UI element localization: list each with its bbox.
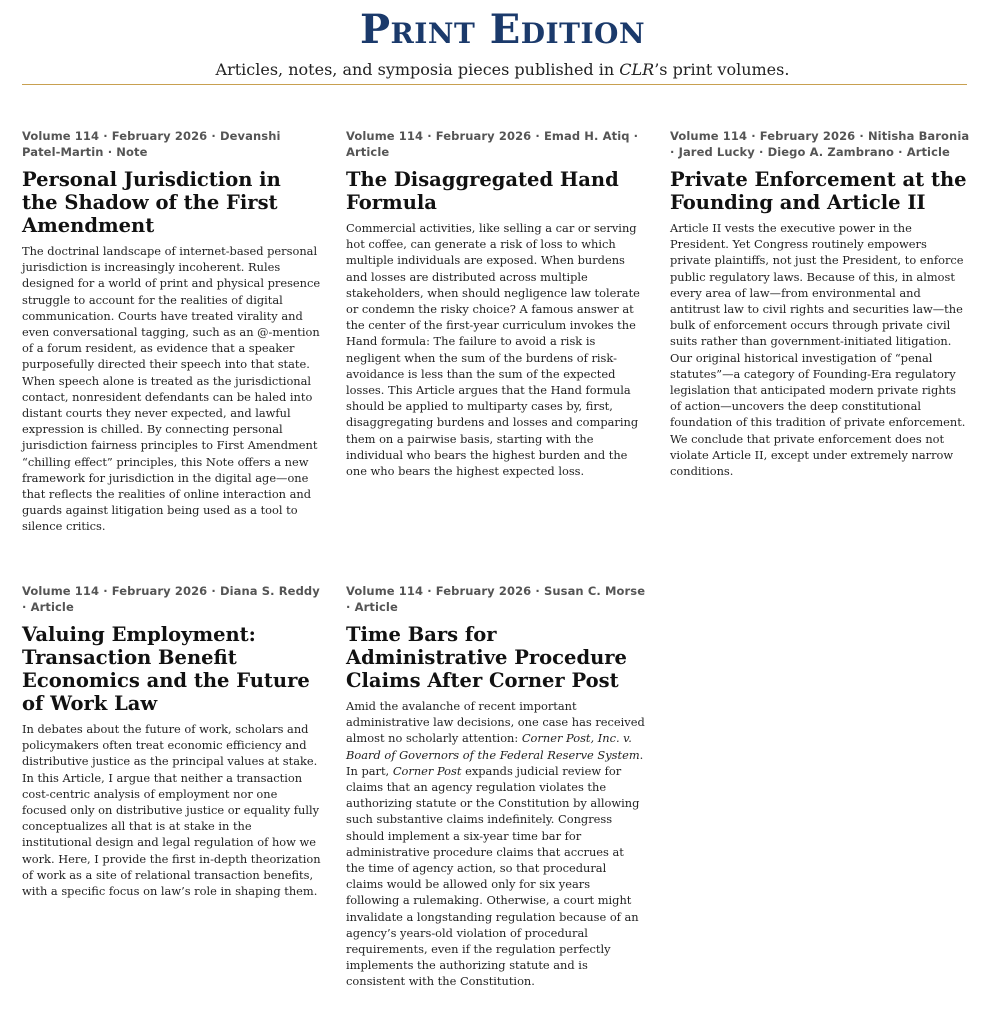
- article-title-link[interactable]: Time Bars for Administrative Procedure Claims After Corner Post: [346, 623, 627, 692]
- article-card: [670, 128, 970, 479]
- article-abstract: Amid the avalanche of recent important administrative law decisions, one case has received almost no scholarly attention: Corner Post, Inc. v. Board of Governors of the Federal Reserve System. In part, Corner Post expands judicial review for claims that an agency regulation violates the authorizing statute or the Constitution by allowing such substantive claims indefinitely. Congress should implement a six-year time bar for administrative procedure claims that accrues at the time of agency action, so that procedural claims would be allowed only for six years following a rulemaking. Otherwise, a court might invalidate a longstanding regulation because of an agency’s years-old violation of procedural requirements, even if the regulation perfectly implements the authorizing statute and is consistent with the Constitution.: [346, 699, 645, 989]
- article-card: [346, 583, 646, 990]
- article-abstract: The doctrinal landscape of internet-based personal jurisdiction is increasingly incoherent. Rules designed for a world of print and physical presence struggle to account for the realities of digital communication. Courts have treated virality and even conversational tagging, such as an @-mention of a forum resident, as evidence that a speaker purposefully directed their speech into that state. When speech alone is treated as the jurisdictional contact, nonresident defendants can be haled into distant courts they never expected, and lawful expression is chilled. By connecting personal jurisdiction fairness principles to First Amendment “chilling effect” principles, this Note offers a new framework for jurisdiction in the digital age—one that reflects the realities of online interaction and guards against litigation being used as a tool to silence critics.: [22, 244, 321, 534]
- page-subtitle: Articles, notes, and symposia pieces published in CLR’s print volumes.: [215, 60, 790, 79]
- article-title-link[interactable]: Valuing Employment: Transaction Benefit Economics and the Future of Work Law: [22, 623, 310, 715]
- header-divider: [22, 84, 967, 85]
- article-title-link[interactable]: Private Enforcement at the Founding and Article II: [670, 168, 967, 214]
- article-abstract: In debates about the future of work, scholars and policymakers often treat economic efficiency and distributive justice as the principal values at stake. In this Article, I argue that neither a transaction cost-centric analysis of employment nor one focused only on distributive justice or equality fully conceptualizes all that is at stake in the institutional design and legal regulation of how we work. Here, I provide the first in-depth theorization of work as a site of relational transaction benefits, with a specific focus on law’s role in shaping them.: [22, 722, 321, 899]
- article-card: [22, 128, 322, 535]
- article-abstract: Article II vests the executive power in the President. Yet Congress routinely empowers private plaintiffs, not just the President, to enforce public regulatory laws. Because of this, in almost every area of law—from environmental and antitrust law to civil rights and securities law—the bulk of enforcement occurs through private civil suits rather than government-initiated litigation. Our original historical investigation of “penal statutes”—a category of Founding-Era regulatory legislation that anticipated modern private rights of action—uncovers the deep constitutional foundation of this tradition of private enforcement. We conclude that private enforcement does not violate Article II, except under extremely narrow conditions.: [670, 221, 966, 479]
- article-title-link[interactable]: The Disaggregated Hand Formula: [346, 168, 619, 214]
- page-header: [0, 8, 1005, 81]
- article-title-link[interactable]: Personal Jurisdiction in the Shadow of the First Amendment: [22, 168, 281, 237]
- article-card: [346, 128, 646, 479]
- article-abstract: Commercial activities, like selling a car or serving hot coffee, can generate a risk of loss to which multiple individuals are exposed. When burdens and losses are distributed across multiple stakeholders, when should negligence law tolerate or condemn the risky choice? A famous answer at the center of the first-year curriculum invokes the Hand formula: The failure to avoid a risk is negligent when the sum of the burdens of risk-avoidance is less than the sum of the expected losses. This Article argues that the Hand formula should be applied to multiparty cases by, first, disaggregating burdens and losses and comparing them on a pairwise basis, starting with the individual who bears the highest burden and the one who bears the highest expected loss.: [346, 221, 640, 479]
- article-meta: Volume 114 · February 2026 · Emad H. Atiq · Article: [346, 129, 639, 159]
- page-title: Print Edition: [359, 6, 646, 53]
- article-meta: Volume 114 · February 2026 · Diana S. Reddy · Article: [22, 584, 320, 614]
- article-meta: Volume 114 · February 2026 · Devanshi Patel-Martin · Note: [22, 129, 281, 159]
- article-meta: Volume 114 · February 2026 · Susan C. Morse · Article: [346, 584, 646, 614]
- article-meta: Volume 114 · February 2026 · Nitisha Baronia · Jared Lucky · Diego A. Zambrano · Article: [670, 129, 970, 159]
- article-card: [22, 583, 322, 899]
